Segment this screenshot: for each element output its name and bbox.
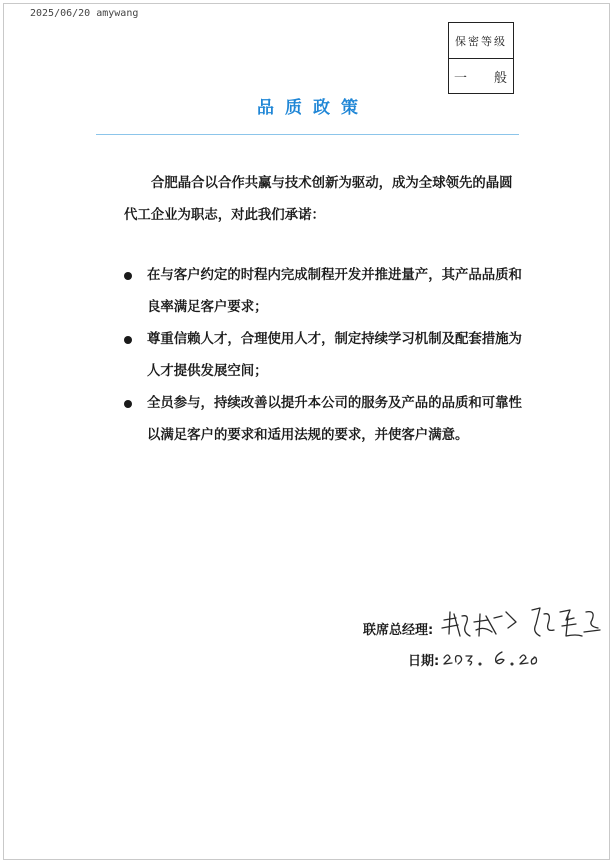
confidentiality-value-char-2: 般 <box>493 70 507 86</box>
commitment-list <box>124 260 522 452</box>
bullet-icon <box>124 272 132 280</box>
confidentiality-level-value <box>449 59 513 93</box>
commitment-item <box>124 324 522 388</box>
handwritten-date-icon <box>444 652 537 665</box>
commitment-item <box>124 260 522 324</box>
signature-1-icon <box>442 612 516 636</box>
confidentiality-level-box <box>448 22 514 94</box>
print-stamp: 2025/06/20 amywang <box>30 8 139 19</box>
bullet-icon <box>124 336 132 344</box>
commitment-text: 全员参与，持续改善以提升本公司的服务及产品的品质和可靠性以满足客户的要求和适用法规的要求，并使客户满意。 <box>147 396 522 443</box>
handwritten-signatures <box>436 606 606 668</box>
title-divider <box>96 134 519 135</box>
bullet-icon <box>124 400 132 408</box>
page-title: 品质政策 <box>257 98 369 118</box>
confidentiality-value-char-1: 一 <box>454 70 468 86</box>
commitment-text: 在与客户约定的时程内完成制程开发并推进量产，其产品品质和良率满足客户要求； <box>147 268 522 315</box>
confidentiality-level-label: 保密等级 <box>449 23 513 59</box>
manager-label: 联席总经理: <box>363 623 434 638</box>
signature-2-icon <box>532 608 600 636</box>
date-label: 日期: <box>408 654 440 669</box>
intro-paragraph: 合肥晶合以合作共赢与技术创新为驱动，成为全球领先的晶圆代工企业为职志，对此我们承诺： <box>124 176 513 223</box>
commitment-item <box>124 388 522 452</box>
commitment-text: 尊重信赖人才，合理使用人才，制定持续学习机制及配套措施为人才提供发展空间； <box>147 332 522 379</box>
